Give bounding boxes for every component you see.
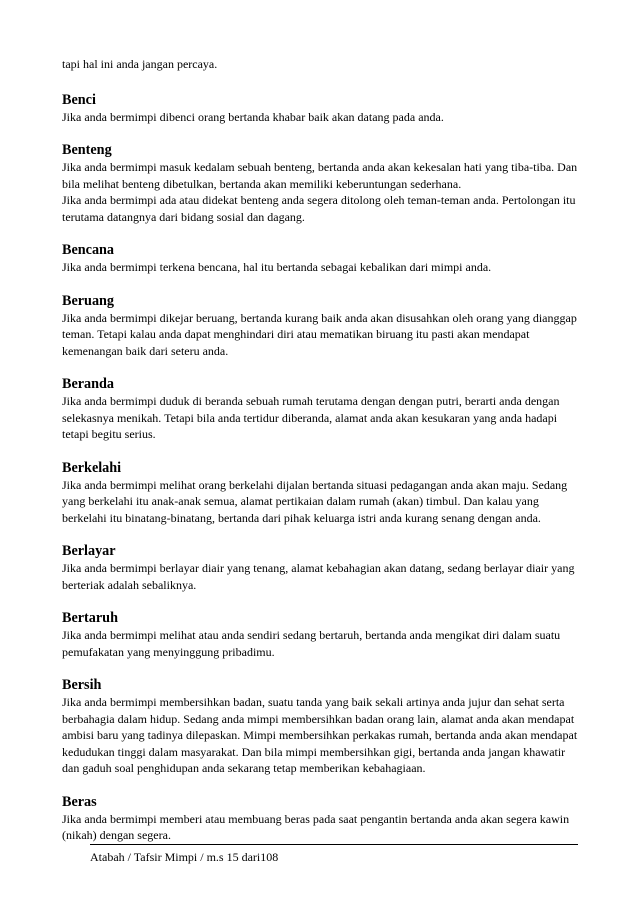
entry-paragraph: Jika anda bermimpi ada atau didekat benteng anda segera ditolong oleh teman-teman anda. Pertolongan itu terutama datangnya dari bidang sosial dan dagang. <box>62 193 576 224</box>
dictionary-entry <box>62 142 578 225</box>
entry-paragraph: Jika anda bermimpi membersihkan badan, suatu tanda yang baik sekali artinya anda jujur dan sehat serta berbahagia dalam hidup. Sedang anda mimpi membersihkan badan orang lain, alamat anda akan mendapat ambisi baru yang tadinya dilepaskan. Mimpi membersihkan perkakas rumah, bertanda anda akan mendapat kedudukan tinggi dalam masyarakat. Dan bila mimpi membersihkan gigi, bertanda anda jangan khawatir dan gaduh soal penghidupan anda sekarang tetap memberikan kebahagiaan. <box>62 695 578 775</box>
entry-title: Beranda <box>62 376 115 392</box>
intro-text: tapi hal ini anda jangan percaya. <box>62 57 218 71</box>
entry-title: Bertaruh <box>62 610 118 626</box>
entry-title: Beras <box>62 793 97 810</box>
footer-rule <box>90 844 578 845</box>
dictionary-entry <box>62 677 578 777</box>
footer-text: Atabah / Tafsir Mimpi / m.s 15 dari108 <box>90 850 279 864</box>
entry-title: Bersih <box>62 677 102 693</box>
dictionary-entry <box>62 610 578 660</box>
page-content <box>62 56 578 861</box>
dictionary-entry <box>62 794 578 844</box>
entry-paragraph: Jika anda bermimpi dibenci orang bertanda khabar baik akan datang pada anda. <box>62 109 444 124</box>
dictionary-entry <box>62 460 578 527</box>
dictionary-entry <box>62 543 578 593</box>
entry-title: Beruang <box>62 292 115 309</box>
page-footer <box>90 844 578 865</box>
entry-paragraph: Jika anda bermimpi berlayar diair yang tenang, alamat kebahagian akan datang, sedang berlayar diair yang berteriak adalah sebaliknya. <box>62 561 575 592</box>
entry-title: Berlayar <box>62 543 116 559</box>
entry-title: Benci <box>62 91 96 108</box>
entry-paragraph: Jika anda bermimpi terkena bencana, hal itu bertanda sebagai kebalikan dari mimpi anda. <box>62 260 492 274</box>
entry-paragraph: Jika anda bermimpi melihat atau anda sendiri sedang bertaruh, bertanda anda mengikat diri dalam suatu pemufakatan yang menyinggung pribadimu. <box>62 628 561 659</box>
entry-paragraph: Jika anda bermimpi melihat orang berkelahi dijalan bertanda situasi pedagangan anda akan maju. Sedang yang berkelahi itu anak-anak semua, alamat pertikaian dalam rumah (akan) timbul. Dan kalau yang berkelahi itu binatang-binatang, bertanda dari pihak keluarga istri anda kurang senang dengan anda. <box>62 477 568 525</box>
entry-title: Berkelahi <box>62 459 122 476</box>
dictionary-entry <box>62 242 578 276</box>
dictionary-entry <box>62 293 578 360</box>
entry-title: Bencana <box>62 242 115 258</box>
entry-title: Benteng <box>62 142 112 158</box>
dictionary-entry <box>62 92 578 126</box>
dictionary-entry <box>62 376 578 443</box>
entry-paragraph: Jika anda bermimpi memberi atau membuang beras pada saat pengantin bertanda anda akan segera kawin (nikah) dengan segera. <box>62 811 570 842</box>
entry-paragraph: Jika anda bermimpi duduk di beranda sebuah rumah terutama dengan dengan putri, berarti anda dengan selekasnya menikah. Tetapi bila anda tertidur diberanda, alamat anda akan kesukaran yang anda hadapi tetapi begitu serius. <box>62 394 560 441</box>
entry-paragraph: Jika anda bermimpi masuk kedalam sebuah benteng, bertanda anda akan kekesalan hati yang tiba-tiba. Dan bila melihat benteng dibetulkan, bertanda akan memiliki keberuntungan sederhana. <box>62 160 578 191</box>
entry-paragraph: Jika anda bermimpi dikejar beruang, bertanda kurang baik anda akan disusahkan oleh orang yang dianggap teman. Tetapi kalau anda dapat menghindari diri atau mematikan biruang itu pasti akan mendapat kemenangan baik dari seteru anda. <box>62 310 577 358</box>
